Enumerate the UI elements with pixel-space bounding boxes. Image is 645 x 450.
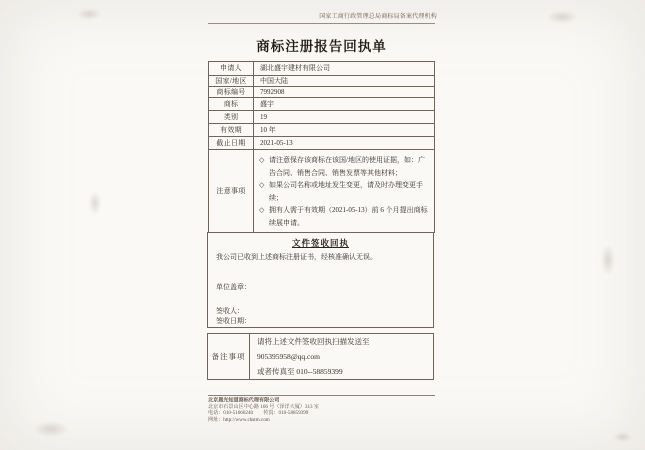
receipt-box	[207, 232, 434, 328]
remarks-value	[250, 334, 434, 380]
row-value: 盛宇	[254, 98, 435, 111]
row-value: 19	[254, 111, 435, 124]
row-label: 有效期	[209, 124, 254, 137]
footer-phone: 电话：010-51666240 传真：010-58859399	[208, 410, 309, 417]
footer-website: 网址：http://www.chstm.com	[208, 417, 270, 423]
table-row-expiry-date	[209, 137, 435, 150]
remarks-line: 请将上述文件签收回执扫描发送至 905395958@qq.com	[257, 337, 370, 361]
diamond-bullet-icon: ◇	[259, 156, 265, 164]
notes-cell	[254, 150, 435, 233]
row-value: 7992908	[254, 87, 435, 98]
row-label: 商标编号	[209, 87, 254, 98]
row-label: 截止日期	[209, 137, 254, 150]
note-text: 如果公司名称或地址发生变更，请及时办理变更手续；	[269, 181, 423, 202]
row-label: 申请人	[209, 62, 254, 76]
seal-label: 单位盖章：	[216, 283, 251, 291]
row-value: 中国大陆	[254, 76, 435, 87]
row-label: 注意事项	[209, 150, 254, 233]
diamond-bullet-icon: ◇	[259, 181, 265, 189]
receipt-statement: 我公司已收到上述商标注册证书，经核准确认无误。	[216, 253, 377, 261]
row-label: 商标	[209, 98, 254, 111]
table-row-notes	[209, 150, 435, 233]
table-row-validity	[209, 124, 435, 137]
agency-note: 国家工商行政管理总局商标局备案代理机构	[319, 14, 437, 20]
scan-artifact	[610, 430, 636, 444]
note-item	[259, 154, 429, 179]
row-value: 湖北盛宇建材有限公司	[254, 62, 435, 76]
scan-artifact	[86, 186, 104, 220]
page-title: 商标注册报告回执单	[256, 39, 387, 54]
table-row-trademark-number	[209, 87, 435, 98]
note-item	[259, 179, 429, 204]
footer	[208, 395, 435, 428]
table-row-country	[209, 76, 435, 87]
remarks-line: 或者传真至 010--58859399	[257, 367, 343, 376]
row-value: 10 年	[254, 124, 435, 137]
remarks-label: 备注事项	[208, 334, 250, 380]
table-row-trademark	[209, 98, 435, 111]
footer-company: 北京晨光知道商标代理有限公司	[208, 398, 280, 404]
row-label: 类别	[209, 111, 254, 124]
remarks-table	[207, 333, 434, 380]
table-row-remarks	[208, 334, 434, 380]
sign-date-label: 签收日期：	[216, 317, 251, 325]
scan-artifact	[26, 418, 76, 440]
note-text: 请注意保存该商标在该国/地区的使用证据，如：广告合同、销售合同、销售发票等其他材料；	[269, 156, 425, 177]
scan-artifact	[72, 6, 106, 22]
signer-label: 签收人：	[216, 307, 244, 315]
table-row-applicant	[209, 62, 435, 76]
scan-artifact	[540, 8, 584, 26]
row-value: 2021-05-13	[254, 137, 435, 150]
table-row-class	[209, 111, 435, 124]
footer-lines	[208, 398, 436, 424]
row-label: 国家/地区	[209, 76, 254, 87]
info-table	[208, 61, 435, 233]
diamond-bullet-icon: ◇	[259, 206, 265, 214]
note-text: 拥有人需于有效期（2021-05-13）前 6 个月提出商标续展申请。	[269, 206, 428, 227]
receipt-title: 文件签收回执	[291, 238, 349, 248]
footer-address: 北京市石景山区中心路 166 号（泽洋大厦）313 室	[208, 404, 319, 410]
scan-artifact	[598, 238, 618, 282]
letterhead-rule	[208, 23, 435, 24]
footer-rule	[208, 395, 435, 396]
note-item	[259, 204, 429, 229]
